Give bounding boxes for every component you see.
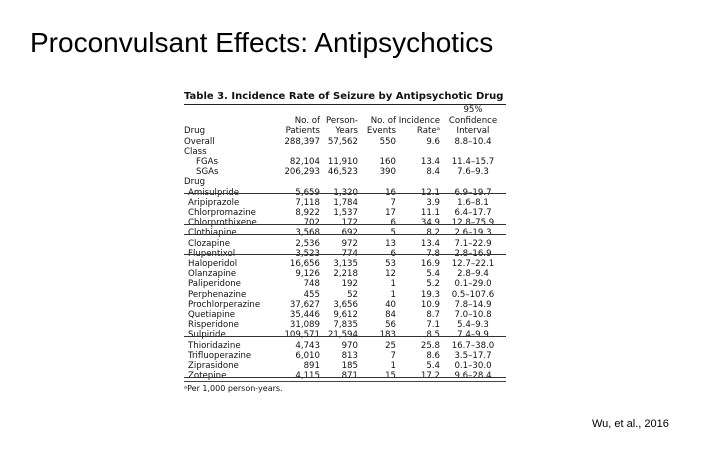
cell-events: 40 [385,299,396,310]
cell-ci: 2.8–16.9 [440,249,506,259]
cell-rate: 8.6 [426,350,440,361]
table-row [184,208,506,218]
cell-person-years: 185 [341,360,358,371]
cell-rate: 16.9 [420,258,440,269]
cell-drug: Risperidone [188,320,239,331]
cell-person-years: 3,135 [333,258,358,269]
cell-events: 6 [358,249,396,259]
table-row [184,341,506,351]
cell-drug: Chlorpromazine [188,207,256,218]
cell-events: 1 [390,289,396,300]
cell-events: 12 [385,269,396,280]
cell-rate: 10.9 [420,299,440,310]
cell-person-years: 813 [341,350,358,361]
cell-person-years: 774 [320,249,358,259]
cell-patients: 748 [303,279,320,290]
cell-patients: 4,115 [276,371,320,381]
table-row [184,177,506,187]
cell-ci: 7.8–14.9 [454,299,492,310]
table-row [184,310,506,320]
table-row [184,167,506,177]
cell-person-years [320,147,358,157]
cell-ci: 2.8–9.4 [457,269,489,280]
table-header-row [184,105,506,137]
cell-rate: 34.9 [396,218,440,228]
cell-drug: Aripiprazole [188,197,240,208]
cell-person-years: 970 [341,340,358,351]
table-row [184,157,506,167]
table-row [184,218,506,228]
cell-events [358,177,396,187]
cell-ci: 6.4–17.7 [454,207,492,218]
cell-ci: 0.1–29.0 [454,279,492,290]
cell-drug: Amisulpride [184,188,276,198]
cell-ci: 3.5–17.7 [454,350,492,361]
cell-ci: 7.0–10.8 [454,309,492,320]
cell-rate: 5.2 [426,279,440,290]
cell-events: 7 [390,197,396,208]
table-row [184,228,506,238]
cell-drug: Chlorprothixene [184,218,276,228]
cell-events: 1 [390,279,396,290]
table-row [184,188,506,198]
cell-patients: 6,010 [295,350,320,361]
cell-drug: Trifluoperazine [188,350,252,361]
cell-rate: 9.6 [426,136,440,147]
cell-rate: 12.1 [396,188,440,198]
cell-ci: 12.8–75.9 [440,218,506,228]
header-drug: Drug [184,126,206,136]
cell-person-years: 1,537 [333,207,358,218]
cell-rate: 8.5 [396,330,440,340]
cell-drug: Flupentixol [184,249,276,259]
cell-person-years: 9,612 [333,309,358,320]
cell-drug: Prochlorperazine [188,299,261,310]
cell-patients [276,147,320,157]
cell-ci: 2.6–19.3 [440,228,506,238]
cell-person-years: 1,320 [320,188,358,198]
cell-events: 7 [390,350,396,361]
cell-rate: 3.9 [426,197,440,208]
cell-patients: 206,293 [284,167,320,178]
data-table [184,105,506,381]
cell-events: 183 [358,330,396,340]
cell-patients: 3,523 [276,249,320,259]
cell-person-years: 871 [320,371,358,381]
seizure-incidence-table [184,90,506,394]
cell-rate: 5.4 [426,269,440,280]
cell-drug: Perphenazine [188,289,247,300]
cell-rate [396,177,440,187]
cell-person-years: 972 [341,238,358,249]
cell-drug: Class [184,146,207,157]
cell-events: 6 [358,218,396,228]
cell-person-years: 21,594 [320,330,358,340]
cell-drug: Haloperidol [188,258,238,269]
cell-drug: Zotepine [184,371,276,381]
cell-drug: Thioridazine [188,340,241,351]
cell-events: 160 [379,156,396,167]
cell-patients: 3,568 [276,228,320,238]
cell-person-years: 11,910 [327,156,358,167]
cell-person-years: 192 [341,279,358,290]
cell-patients: 35,446 [289,309,320,320]
cell-patients: 7,118 [295,197,320,208]
table-row [184,300,506,310]
cell-person-years: 2,218 [333,269,358,280]
cell-person-years: 3,656 [333,299,358,310]
cell-events: 84 [385,309,396,320]
cell-patients: 31,089 [289,320,320,331]
cell-rate: 7.1 [426,320,440,331]
cell-patients: 16,656 [289,258,320,269]
cell-ci: 7.4–9.9 [440,330,506,340]
cell-events [358,147,396,157]
cell-drug: Quetiapine [188,309,236,320]
cell-person-years: 46,523 [327,167,358,178]
cell-ci: 7.1–22.9 [454,238,492,249]
cell-events: 13 [385,238,396,249]
cell-patients: 891 [303,360,320,371]
table-row [184,249,506,259]
header-person-years: Person- Years [326,115,358,136]
cell-ci: 9.6–28.4 [440,371,506,381]
cell-drug: Olanzapine [188,269,237,280]
cell-drug: Drug [184,177,206,188]
table-row [184,147,506,157]
table-row [184,259,506,269]
cell-person-years: 52 [347,289,358,300]
cell-drug: Clozapine [188,238,230,249]
table-row [184,290,506,300]
cell-ci: 1.6–8.1 [457,197,489,208]
cell-drug: Ziprasidone [188,360,239,371]
cell-patients: 2,536 [295,238,320,249]
cell-rate: 8.7 [426,309,440,320]
cell-events: 5 [358,228,396,238]
cell-rate: 8.4 [426,167,440,178]
table-row [184,351,506,361]
cell-ci [440,177,506,187]
cell-rate [396,147,440,157]
table-bottom-rule [184,381,506,382]
cell-events: 16 [358,188,396,198]
cell-ci: 11.4–15.7 [451,156,495,167]
cell-events: 17 [385,207,396,218]
cell-rate: 17.2 [396,371,440,381]
cell-rate: 25.8 [420,340,440,351]
cell-events: 1 [390,360,396,371]
table-row [184,320,506,330]
cell-ci: 5.4–9.3 [457,320,489,331]
cell-drug: Overall [184,136,215,147]
cell-ci: 0.5–107.6 [451,289,495,300]
cell-events: 25 [385,340,396,351]
table-row [184,269,506,279]
cell-patients: 4,743 [295,340,320,351]
cell-drug: Sulpiride [184,330,276,340]
cell-ci: 0.1–30.0 [454,360,492,371]
table-footnote: ᵃPer 1,000 person-years. [184,384,283,394]
cell-patients: 109,571 [276,330,320,340]
cell-person-years [320,177,358,187]
citation: Wu, et al., 2016 [592,418,669,430]
cell-patients: 9,126 [295,269,320,280]
cell-events: 56 [385,320,396,331]
cell-person-years: 1,784 [333,197,358,208]
table-row [184,371,506,381]
cell-ci [440,147,506,157]
cell-drug: Clothiapine [184,228,276,238]
cell-drug: Paliperidone [188,279,241,290]
table-row [184,361,506,371]
cell-events: 390 [379,167,396,178]
cell-events: 15 [358,371,396,381]
cell-events: 53 [385,258,396,269]
cell-rate: 19.3 [420,289,440,300]
cell-person-years: 692 [320,228,358,238]
cell-drug: SGAs [196,167,219,178]
cell-rate: 13.4 [420,156,440,167]
table-row [184,137,506,147]
cell-patients [276,177,320,187]
header-ci: 95% Confidence Interval [448,105,498,136]
cell-ci: 7.6–9.3 [457,167,489,178]
cell-ci: 8.8–10.4 [454,136,492,147]
cell-patients: 455 [303,289,320,300]
cell-patients: 37,627 [289,299,320,310]
cell-drug: FGAs [196,156,218,167]
cell-patients: 8,922 [295,207,320,218]
cell-ci: 12.7–22.1 [451,258,495,269]
cell-rate: 8.2 [396,228,440,238]
cell-events: 550 [379,136,396,147]
cell-patients: 288,397 [284,136,320,147]
cell-rate: 11.1 [420,207,440,218]
cell-ci: 6.9–19.7 [440,188,506,198]
header-events: No. of Events [366,115,396,136]
cell-rate: 7.8 [396,249,440,259]
header-rate: Incidence Rateᵃ [398,115,440,136]
table-row [184,239,506,249]
table-row [184,330,506,340]
slide-title: Proconvulsant Effects: Antipsychotics [30,27,494,58]
table-row [184,279,506,289]
cell-person-years: 57,562 [327,136,358,147]
cell-person-years: 172 [320,218,358,228]
table-title: Table 3. Incidence Rate of Seizure by Antipsychotic Drug [184,91,504,102]
cell-person-years: 7,835 [333,320,358,331]
table-body [184,137,506,382]
cell-patients: 702 [276,218,320,228]
table-row [184,198,506,208]
header-patients: No. of Patients [285,115,320,136]
cell-ci: 16.7–38.0 [451,340,495,351]
cell-rate: 5.4 [426,360,440,371]
cell-patients: 82,104 [289,156,320,167]
cell-patients: 5,659 [276,188,320,198]
cell-rate: 13.4 [420,238,440,249]
